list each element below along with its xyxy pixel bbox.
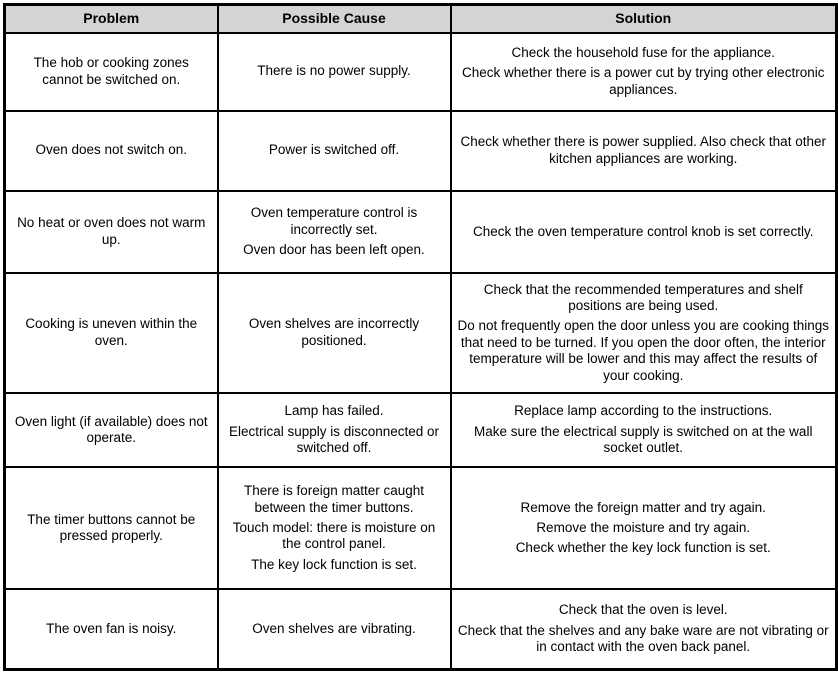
table-row-oven-light: [5, 393, 837, 467]
troubleshooting-table: [3, 3, 838, 671]
cell-paragraph: Electrical supply is disconnected or switched off.: [228, 423, 440, 456]
cell-paragraph: Replace lamp according to the instructions.: [514, 403, 773, 419]
cell-paragraph: Check whether there is power supplied. Also check that other kitchen appliances are working.: [460, 134, 826, 166]
cell-paragraph: Oven does not switch on.: [35, 142, 188, 158]
cell-paragraph: The timer buttons cannot be pressed properly.: [27, 511, 196, 544]
problem-cell: [5, 589, 218, 669]
cell-paragraph: There is foreign matter caught between the timer buttons.: [243, 483, 425, 515]
cell-paragraph: The hob or cooking zones cannot be switched on.: [33, 55, 189, 87]
cause-cell: [218, 393, 451, 467]
cell-paragraph: Oven shelves are vibrating.: [252, 620, 416, 636]
header-problem: Problem: [5, 5, 218, 33]
cell-paragraph: Oven door has been left open.: [243, 242, 425, 258]
problem-cell: [5, 33, 218, 111]
cell-paragraph: Lamp has failed.: [284, 403, 384, 419]
cell-paragraph: Oven shelves are incorrectly positioned.: [248, 316, 420, 348]
cell-paragraph: The key lock function is set.: [251, 556, 417, 572]
cell-paragraph: There is no power supply.: [257, 63, 411, 79]
cell-paragraph: Check whether the key lock function is set.: [515, 540, 771, 556]
cell-paragraph: The oven fan is noisy.: [46, 620, 177, 636]
cause-cell: [218, 111, 451, 191]
cause-cell: [218, 467, 451, 589]
problem-cell: [5, 393, 218, 467]
problem-cell: [5, 111, 218, 191]
table-row-timer-buttons: [5, 467, 837, 589]
solution-cell: [451, 589, 837, 669]
cell-paragraph: Oven light (if available) does not operate.: [14, 413, 208, 446]
solution-cell: [451, 33, 837, 111]
problem-cell: [5, 467, 218, 589]
table-row-uneven-cooking: [5, 273, 837, 393]
cell-paragraph: Oven temperature control is incorrectly set.: [250, 205, 418, 237]
cell-paragraph: Check that the oven is level.: [558, 602, 728, 618]
cell-paragraph: Touch model: there is moisture on the control panel.: [232, 520, 436, 552]
cell-paragraph: Check the oven temperature control knob is set correctly.: [473, 223, 814, 239]
solution-cell: [451, 191, 837, 273]
cell-paragraph: Check the household fuse for the appliance.: [511, 44, 775, 60]
table-row-hob-no-power: [5, 33, 837, 111]
solution-cell: [451, 273, 837, 393]
header-solution: Solution: [451, 5, 837, 33]
problem-cell: [5, 191, 218, 273]
header-row: [5, 5, 837, 33]
cell-paragraph: Remove the foreign matter and try again.: [520, 499, 766, 515]
table-row-no-heat: [5, 191, 837, 273]
solution-cell: [451, 393, 837, 467]
cell-paragraph: Do not frequently open the door unless you are cooking things that need to be turned. If you open the door often, the interior temperature will be lower and this may affect the results of your cooking.: [457, 318, 829, 383]
cell-paragraph: Power is switched off.: [268, 142, 400, 158]
table-row-oven-no-switch-on: [5, 111, 837, 191]
cell-paragraph: No heat or oven does not warm up.: [17, 215, 206, 247]
cell-paragraph: Cooking is uneven within the oven.: [25, 316, 198, 348]
problem-cell: [5, 273, 218, 393]
cell-paragraph: Check that the shelves and any bake ware are not vibrating or in contact with the oven back panel.: [457, 622, 829, 655]
cell-paragraph: Check that the recommended temperatures and shelf positions are being used.: [483, 281, 803, 314]
cell-paragraph: Make sure the electrical supply is switched on at the wall socket outlet.: [474, 423, 813, 456]
cause-cell: [218, 191, 451, 273]
solution-cell: [451, 467, 837, 589]
cell-paragraph: Remove the moisture and try again.: [536, 520, 751, 536]
cause-cell: [218, 33, 451, 111]
cause-cell: [218, 589, 451, 669]
cell-paragraph: Check whether there is a power cut by trying other electronic appliances.: [462, 65, 825, 97]
cause-cell: [218, 273, 451, 393]
solution-cell: [451, 111, 837, 191]
header-possible-cause: Possible Cause: [218, 5, 451, 33]
table-row-fan-noisy: [5, 589, 837, 669]
